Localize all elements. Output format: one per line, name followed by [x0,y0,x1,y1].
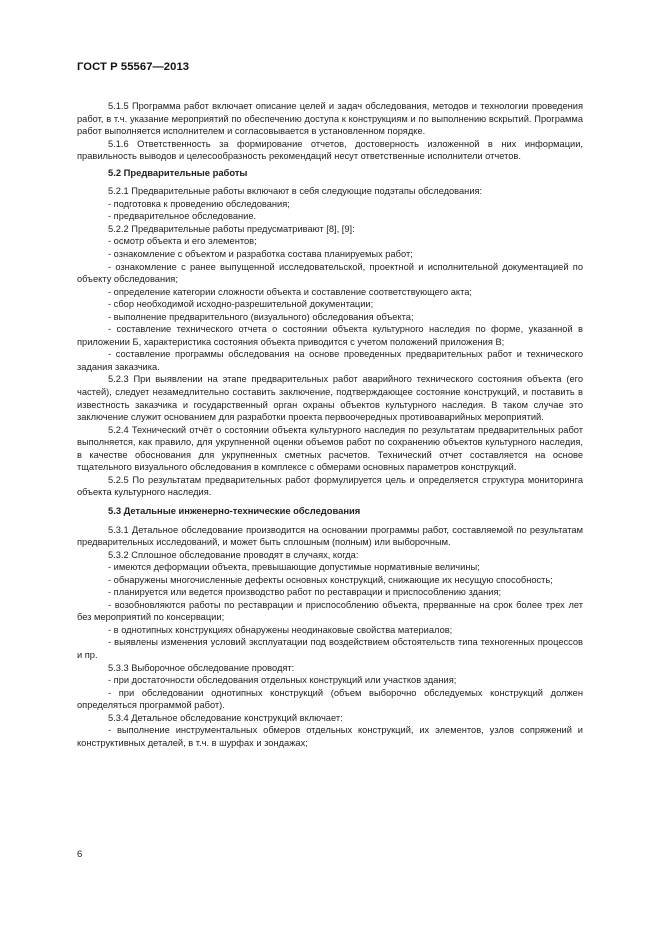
paragraph-5-2-5: 5.2.5 По результатам предварительных работ формулируется цель и определяется структура мониторинга объекта культурного наследия. [77,474,583,498]
list-item: - возобновляются работы по реставрации и приспособлению объекта, прерванные на срок более трех лет без мероприятий по консервации; [77,599,583,623]
list-item: - ознакомление с объектом и разработка состава планируемых работ; [108,249,413,260]
list-item: - в однотипных конструкциях обнаружены неодинаковые свойства материалов; [108,624,453,635]
paragraph-5-2-4: 5.2.4 Технический отчёт о состоянии объекта культурного наследия по результатам предварительных работ выполняется, как правило, для укрупненной оценки объемов работ по сохранению объектов культурного наследия, в качестве обоснования для укрупненных сметных расчетов. Технический отчет составляется на основе тщательного визуального обследования в комплексе с обмерами основных параметров конструкций. [77,424,583,473]
document-body [77,100,583,749]
list-item: - имеются деформации объекта, превышающие допустимые нормативные величины; [108,562,480,573]
document-code: ГОСТ Р 55567—2013 [77,61,190,73]
paragraph-5-3-4: 5.3.4 Детальное обследование конструкций включает: [108,712,343,723]
paragraph-5-2-1: 5.2.1 Предварительные работы включают в себя следующие подэтапы обследования: [108,186,483,197]
list-item: - подготовка к проведению обследования; [108,198,290,209]
paragraph-5-3-2: 5.3.2 Сплошное обследование проводят в случаях, когда: [108,549,359,560]
list-item: - выполнение инструментальных обмеров отдельных конструкций, их элементов, узлов сопряжений и конструктивных деталей, в т.ч. в шурфах и зондажах; [77,725,583,748]
section-heading-5-3: 5.3 Детальные инженерно-технические обследования [108,504,361,516]
section-heading-5-2: 5.2 Предварительные работы [108,166,248,178]
list-item: - сбор необходимой исходно-разрешительной документации; [108,299,374,310]
list-item: - планируется или ведется производство работ по реставрации и приспособлению здания; [108,587,502,598]
list-item: - при обследовании однотипных конструкций (объем выборочно обследуемых конструкций должен определяться программой работ). [77,687,583,711]
paragraph-5-2-2: 5.2.2 Предварительные работы предусматривают [8], [9]: [108,223,355,234]
list-item: - выявлены изменения условий эксплуатации под воздействием обстоятельств типа техногенных процессов и пр. [77,637,583,660]
list-item: - при достаточности обследования отдельных конструкций или участков здания; [108,675,457,686]
paragraph-5-1-5: 5.1.5 Программа работ включает описание целей и задач обследования, методов и технологии проведения работ, в т.ч. указание мероприятий по обеспечению доступа к конструкциям и по выполнению вскрытий. Программа работ выполняется исполнителем и согласовывается в установленном порядке. [77,101,583,137]
list-item: - осмотр объекта и его элементов; [108,236,257,247]
list-item: - определение категории сложности объекта и составление соответствующего акта; [108,286,472,297]
list-item: - обнаружены многочисленные дефекты основных конструкций, снижающие их несущую способность; [108,574,553,585]
paragraph-5-2-3: 5.2.3 При выявлении на этапе предварительных работ аварийного технического состояния объекта (его частей), следует незамедлительно составить заключение, подтверждающее состояние конструкций, и поставить в известность заказчика и государственный орган охраны объектов культурного наследия. В таком случае это заключение служит основанием для разработки проекта первоочередных противоаварийных мероприятий. [77,374,583,423]
list-item: - выполнение предварительного (визуального) обследования объекта; [108,311,414,322]
page-number: 6 [77,849,83,860]
list-item: - предварительное обследование. [108,211,257,222]
list-item: - ознакомление с ранее выпущенной исследовательской, проектной и исполнительной документацией по объекту обследования; [77,261,583,285]
paragraph-5-3-3: 5.3.3 Выборочное обследование проводят: [108,662,295,673]
list-item: - составление программы обследования на основе проведенных предварительных работ и технического задания заказчика. [77,349,583,372]
paragraph-5-1-6: 5.1.6 Ответственность за формирование отчетов, достоверность изложенной в них информации, правильность выводов и целесообразность рекомендаций несут ответственные исполнители отчетов. [77,138,583,162]
list-item: - составление технического отчета о состоянии объекта культурного наследия по форме, указанной в приложении Б, характеристика состояния объекта приводится с учетом положений приложения В; [77,324,583,347]
paragraph-5-3-1: 5.3.1 Детальное обследование производится на основании программы работ, составляемой по результатам предварительных исследований, и может быть сплошным (полным) или выборочным. [77,524,583,548]
